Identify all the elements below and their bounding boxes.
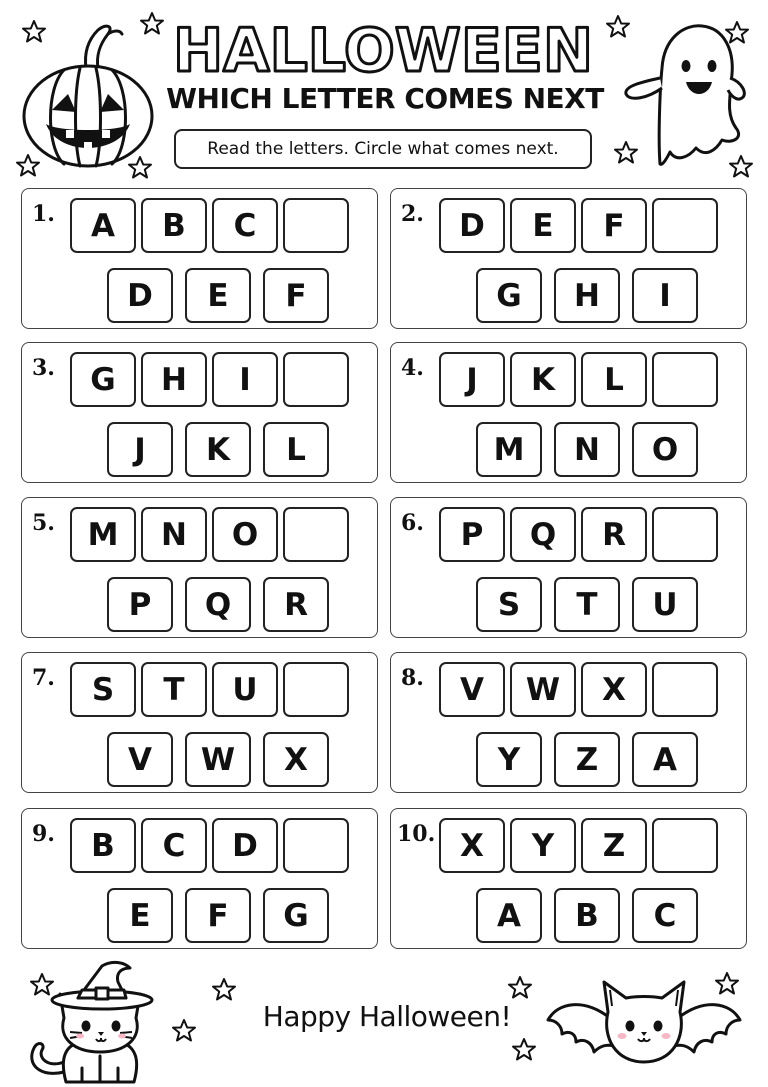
letter-sequence: [439, 662, 718, 717]
choice-letter[interactable]: G: [263, 888, 329, 943]
sequence-letter: O: [212, 507, 278, 562]
answer-choices: [476, 732, 698, 787]
sequence-letter: Y: [510, 818, 576, 873]
sequence-letter: R: [581, 507, 647, 562]
question-card: [390, 342, 747, 483]
choice-letter[interactable]: F: [185, 888, 251, 943]
question-number: 4.: [401, 355, 424, 381]
question-card: [390, 652, 747, 793]
bat-icon: [544, 968, 744, 1078]
sequence-letter: B: [141, 198, 207, 253]
sequence-letter: S: [70, 662, 136, 717]
choice-letter[interactable]: C: [632, 888, 698, 943]
sequence-letter: T: [141, 662, 207, 717]
sequence-letter: C: [212, 198, 278, 253]
letter-sequence: [70, 198, 349, 253]
sequence-letter: W: [510, 662, 576, 717]
answer-blank-box[interactable]: [652, 507, 718, 562]
question-number: 2.: [401, 201, 424, 227]
choice-letter[interactable]: U: [632, 577, 698, 632]
choice-letter[interactable]: H: [554, 268, 620, 323]
sequence-letter: C: [141, 818, 207, 873]
choice-letter[interactable]: T: [554, 577, 620, 632]
question-number: 5.: [32, 510, 55, 536]
choice-letter[interactable]: V: [107, 732, 173, 787]
answer-blank-box[interactable]: [283, 198, 349, 253]
sequence-letter: I: [212, 352, 278, 407]
title-text: HALLOWEEN: [173, 16, 593, 84]
answer-choices: [107, 732, 329, 787]
question-number: 1.: [32, 201, 55, 227]
answer-choices: [107, 422, 329, 477]
choice-letter[interactable]: Y: [476, 732, 542, 787]
answer-blank-box[interactable]: [652, 198, 718, 253]
star-icon: [213, 979, 235, 1000]
sequence-letter: Q: [510, 507, 576, 562]
sequence-letter: F: [581, 198, 647, 253]
question-card: [390, 497, 747, 638]
sequence-letter: B: [70, 818, 136, 873]
question-card: [390, 808, 747, 949]
choice-letter[interactable]: Q: [185, 577, 251, 632]
page-subtitle: WHICH LETTER COMES NEXT: [166, 82, 604, 115]
sequence-letter: G: [70, 352, 136, 407]
choice-letter[interactable]: N: [554, 422, 620, 477]
choice-letter[interactable]: G: [476, 268, 542, 323]
choice-letter[interactable]: X: [263, 732, 329, 787]
question-card: [21, 188, 378, 329]
question-number: 6.: [401, 510, 424, 536]
choice-letter[interactable]: E: [107, 888, 173, 943]
star-icon: [513, 1039, 535, 1060]
sequence-letter: D: [212, 818, 278, 873]
star-icon: [509, 977, 531, 998]
star-icon: [173, 1020, 195, 1041]
choice-letter[interactable]: E: [185, 268, 251, 323]
choice-letter[interactable]: I: [632, 268, 698, 323]
sequence-letter: D: [439, 198, 505, 253]
choice-letter[interactable]: L: [263, 422, 329, 477]
choice-letter[interactable]: A: [476, 888, 542, 943]
choice-letter[interactable]: D: [107, 268, 173, 323]
letter-sequence: [70, 662, 349, 717]
sequence-letter: X: [439, 818, 505, 873]
sequence-letter: X: [581, 662, 647, 717]
choice-letter[interactable]: S: [476, 577, 542, 632]
sequence-letter: U: [212, 662, 278, 717]
question-number: 8.: [401, 665, 424, 691]
sequence-letter: A: [70, 198, 136, 253]
choice-letter[interactable]: P: [107, 577, 173, 632]
sequence-letter: K: [510, 352, 576, 407]
question-number: 7.: [32, 665, 55, 691]
choice-letter[interactable]: K: [185, 422, 251, 477]
sequence-letter: V: [439, 662, 505, 717]
choice-letter[interactable]: B: [554, 888, 620, 943]
letter-sequence: [70, 507, 349, 562]
answer-blank-box[interactable]: [652, 662, 718, 717]
ghost-icon: [620, 18, 750, 168]
cat-with-witch-hat-icon: [20, 960, 170, 1085]
answer-blank-box[interactable]: [652, 818, 718, 873]
page-title: [168, 14, 598, 84]
choice-letter[interactable]: F: [263, 268, 329, 323]
instruction-text: Read the letters. Circle what comes next.: [207, 139, 559, 159]
letter-sequence: [439, 198, 718, 253]
sequence-letter: Z: [581, 818, 647, 873]
answer-choices: [107, 577, 329, 632]
question-number: 3.: [32, 355, 55, 381]
choice-letter[interactable]: W: [185, 732, 251, 787]
choice-letter[interactable]: M: [476, 422, 542, 477]
answer-blank-box[interactable]: [652, 352, 718, 407]
sequence-letter: E: [510, 198, 576, 253]
letter-sequence: [70, 818, 349, 873]
answer-blank-box[interactable]: [283, 352, 349, 407]
sequence-letter: H: [141, 352, 207, 407]
choice-letter[interactable]: O: [632, 422, 698, 477]
choice-letter[interactable]: J: [107, 422, 173, 477]
pumpkin-icon: [18, 18, 158, 168]
question-card: [21, 652, 378, 793]
sequence-letter: M: [70, 507, 136, 562]
sequence-letter: L: [581, 352, 647, 407]
question-card: [21, 342, 378, 483]
choice-letter[interactable]: R: [263, 577, 329, 632]
question-number: 10.: [397, 821, 436, 847]
answer-blank-box[interactable]: [283, 662, 349, 717]
answer-blank-box[interactable]: [283, 818, 349, 873]
question-card: [390, 188, 747, 329]
sequence-letter: P: [439, 507, 505, 562]
letter-sequence: [439, 818, 718, 873]
answer-choices: [476, 577, 698, 632]
question-card: [21, 808, 378, 949]
answer-choices: [476, 268, 698, 323]
answer-choices: [107, 268, 329, 323]
choice-letter[interactable]: A: [632, 732, 698, 787]
sequence-letter: J: [439, 352, 505, 407]
sequence-letter: N: [141, 507, 207, 562]
letter-sequence: [70, 352, 349, 407]
answer-choices: [476, 422, 698, 477]
letter-sequence: [439, 352, 718, 407]
footer-message: Happy Halloween!: [262, 1000, 512, 1033]
answer-choices: [476, 888, 698, 943]
instruction-box: [174, 129, 592, 169]
question-card: [21, 497, 378, 638]
letter-sequence: [439, 507, 718, 562]
answer-choices: [107, 888, 329, 943]
answer-blank-box[interactable]: [283, 507, 349, 562]
choice-letter[interactable]: Z: [554, 732, 620, 787]
question-number: 9.: [32, 821, 55, 847]
